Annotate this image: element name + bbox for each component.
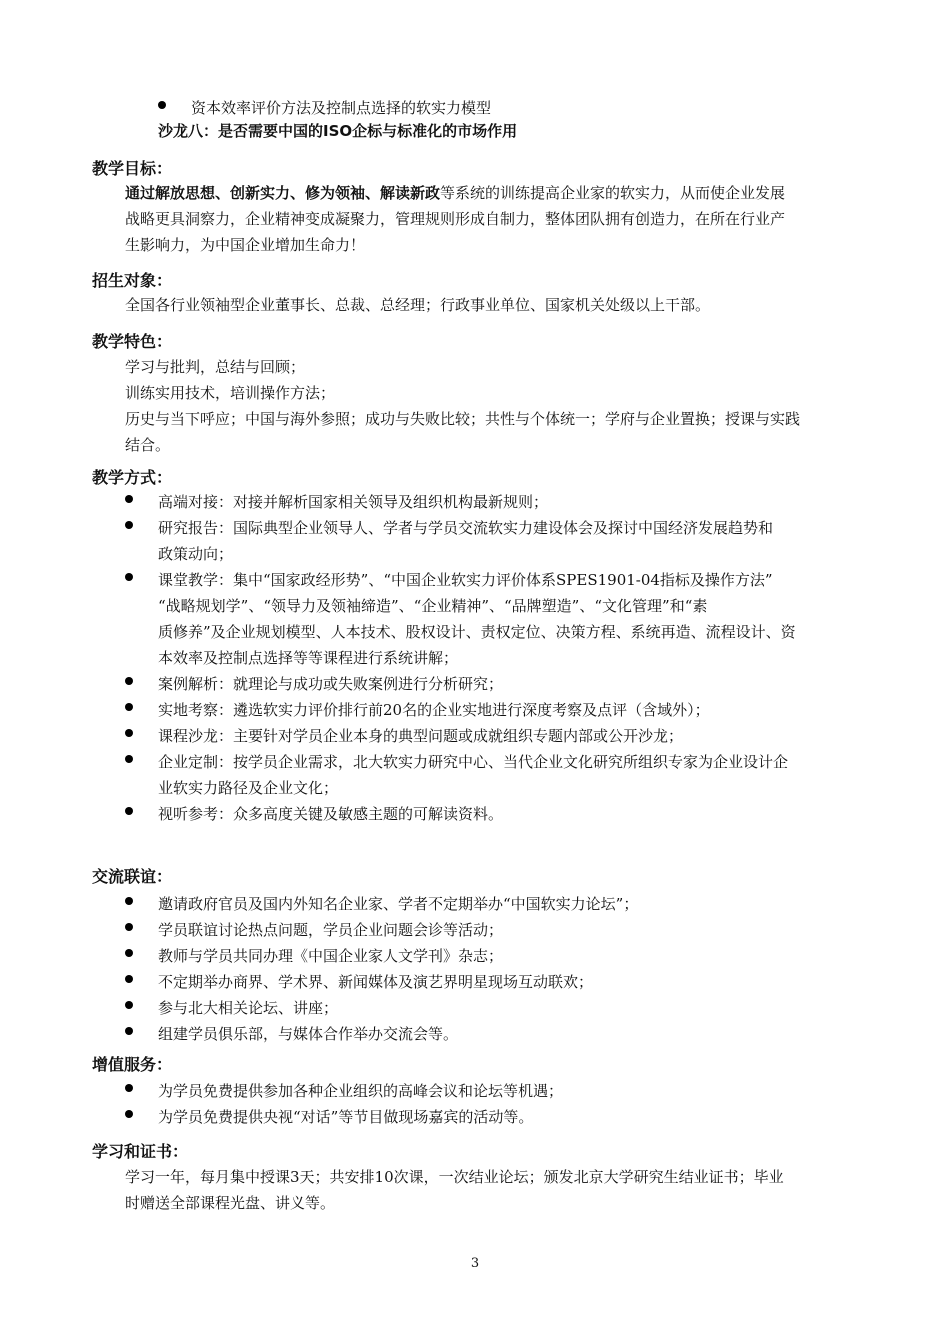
list-item-text: 视听参考：众多高度关键及敏感主题的可解读资料。 <box>158 805 504 823</box>
bullet-icon <box>125 703 133 711</box>
bullet-icon <box>125 807 133 815</box>
methods-heading: 教学方式： <box>92 468 173 487</box>
list-item-text: 为学员免费提供央视“对话”等节目做现场嘉宾的活动等。 <box>158 1108 534 1126</box>
goals-line2: 战略更具洞察力，企业精神变成凝聚力，管理规则形成自制力，整体团队拥有创造力，在所在行业产 <box>125 210 786 228</box>
bullet-icon <box>158 101 166 109</box>
list-item-text: 高端对接：对接并解析国家相关领导及组织机构最新规则； <box>158 493 549 511</box>
features-paragraph <box>125 354 849 458</box>
bullet-icon <box>125 521 133 529</box>
list-item-text: 本效率及控制点选择等等课程进行系统讲解； <box>158 649 459 667</box>
goals-paragraph <box>125 180 849 258</box>
bullet-icon <box>125 573 133 581</box>
goals-heading: 教学目标： <box>92 159 173 178</box>
list-item-text: 业软实力路径及企业文化； <box>158 779 339 797</box>
list-item-text: 课堂教学：集中“国家政经形势”、“中国企业软实力评价体系SPES1901-04指标及操作方法” <box>158 571 773 589</box>
list-item-text: “战略规划学”、“领导力及领袖缔造”、“企业精神”、“品牌塑造”、“文化管理”和“素 <box>158 597 708 615</box>
bullet-icon <box>125 755 133 763</box>
list-item-text: 研究报告：国际典型企业领导人、学者与学员交流软实力建设体会及探讨中国经济发展趋势和 <box>158 519 774 537</box>
enroll-heading: 招生对象： <box>92 271 173 290</box>
certificate-paragraph <box>125 1164 849 1216</box>
exchange-heading: 交流联谊： <box>92 867 173 886</box>
goals-line1-rest: 等系统的训练提高企业家的软实力，从而使企业发展 <box>440 184 786 202</box>
bullet-icon <box>125 729 133 737</box>
bullet-icon <box>125 923 133 931</box>
list-item-text: 组建学员俱乐部，与媒体合作举办交流会等。 <box>158 1025 459 1043</box>
certificate-line: 时赠送全部课程光盘、讲义等。 <box>125 1194 336 1212</box>
list-item-text: 实地考察：遴选软实力评价排行前20名的企业实地进行深度考察及点评（含域外）； <box>158 701 710 719</box>
list-item-text: 不定期举办商界、学术界、新闻媒体及演艺界明星现场互动联欢； <box>158 973 594 991</box>
bullet-icon <box>125 677 133 685</box>
list-item-text: 质修养”及企业规划模型、人本技术、股权设计、责权定位、决策方程、系统再造、流程设计、资 <box>158 623 796 641</box>
list-item-text: 教师与学员共同办理《中国企业家人文学刊》杂志； <box>158 947 504 965</box>
enroll-text: 全国各行业领袖型企业董事长、总裁、总经理；行政事业单位、国家机关处级以上干部。 <box>125 296 711 314</box>
salon-title: 沙龙八：是否需要中国的ISO企标与标准化的市场作用 <box>158 122 518 140</box>
list-item-text: 学员联谊讨论热点问题，学员企业问题会诊等活动； <box>158 921 504 939</box>
list-item-text: 课程沙龙：主要针对学员企业本身的典型问题或成就组织专题内部或公开沙龙； <box>158 727 684 745</box>
bullet-icon <box>125 949 133 957</box>
features-line: 结合。 <box>125 436 171 454</box>
list-item-text: 为学员免费提供参加各种企业组织的高峰会议和论坛等机遇； <box>158 1082 564 1100</box>
bullet-icon <box>125 495 133 503</box>
bullet-icon <box>125 1110 133 1118</box>
certificate-heading: 学习和证书： <box>92 1142 189 1161</box>
list-item-text: 资本效率评价方法及控制点选择的软实力模型 <box>191 99 492 117</box>
page-number: 3 <box>470 1256 480 1271</box>
certificate-line: 学习一年，每月集中授课3天；共安排10次课，一次结业论坛；颁发北京大学研究生结业证书；毕业 <box>125 1168 784 1186</box>
features-heading: 教学特色： <box>92 332 173 351</box>
bullet-icon <box>125 1084 133 1092</box>
features-line: 学习与批判，总结与回顾； <box>125 358 306 376</box>
features-line: 训练实用技术，培训操作方法； <box>125 384 336 402</box>
features-line: 历史与当下呼应；中国与海外参照；成功与失败比较；共性与个体统一；学府与企业置换；授课与实践 <box>125 410 801 428</box>
bullet-icon <box>125 1027 133 1035</box>
services-heading: 增值服务： <box>92 1055 173 1074</box>
goals-bold-lead: 通过解放思想、创新实力、修为领袖、解读新政 <box>125 184 441 202</box>
bullet-icon <box>125 1001 133 1009</box>
list-item-text: 参与北大相关论坛、讲座； <box>158 999 339 1017</box>
list-item-text: 案例解析：就理论与成功或失败案例进行分析研究； <box>158 675 504 693</box>
list-item-text: 政策动向； <box>158 545 234 563</box>
list-item-text: 企业定制：按学员企业需求，北大软实力研究中心、当代企业文化研究所组织专家为企业设计企 <box>158 753 789 771</box>
bullet-icon <box>125 975 133 983</box>
list-item-text: 邀请政府官员及国内外知名企业家、学者不定期举办“中国软实力论坛”； <box>158 895 639 913</box>
goals-line3: 生影响力，为中国企业增加生命力！ <box>125 236 366 254</box>
bullet-icon <box>125 897 133 905</box>
